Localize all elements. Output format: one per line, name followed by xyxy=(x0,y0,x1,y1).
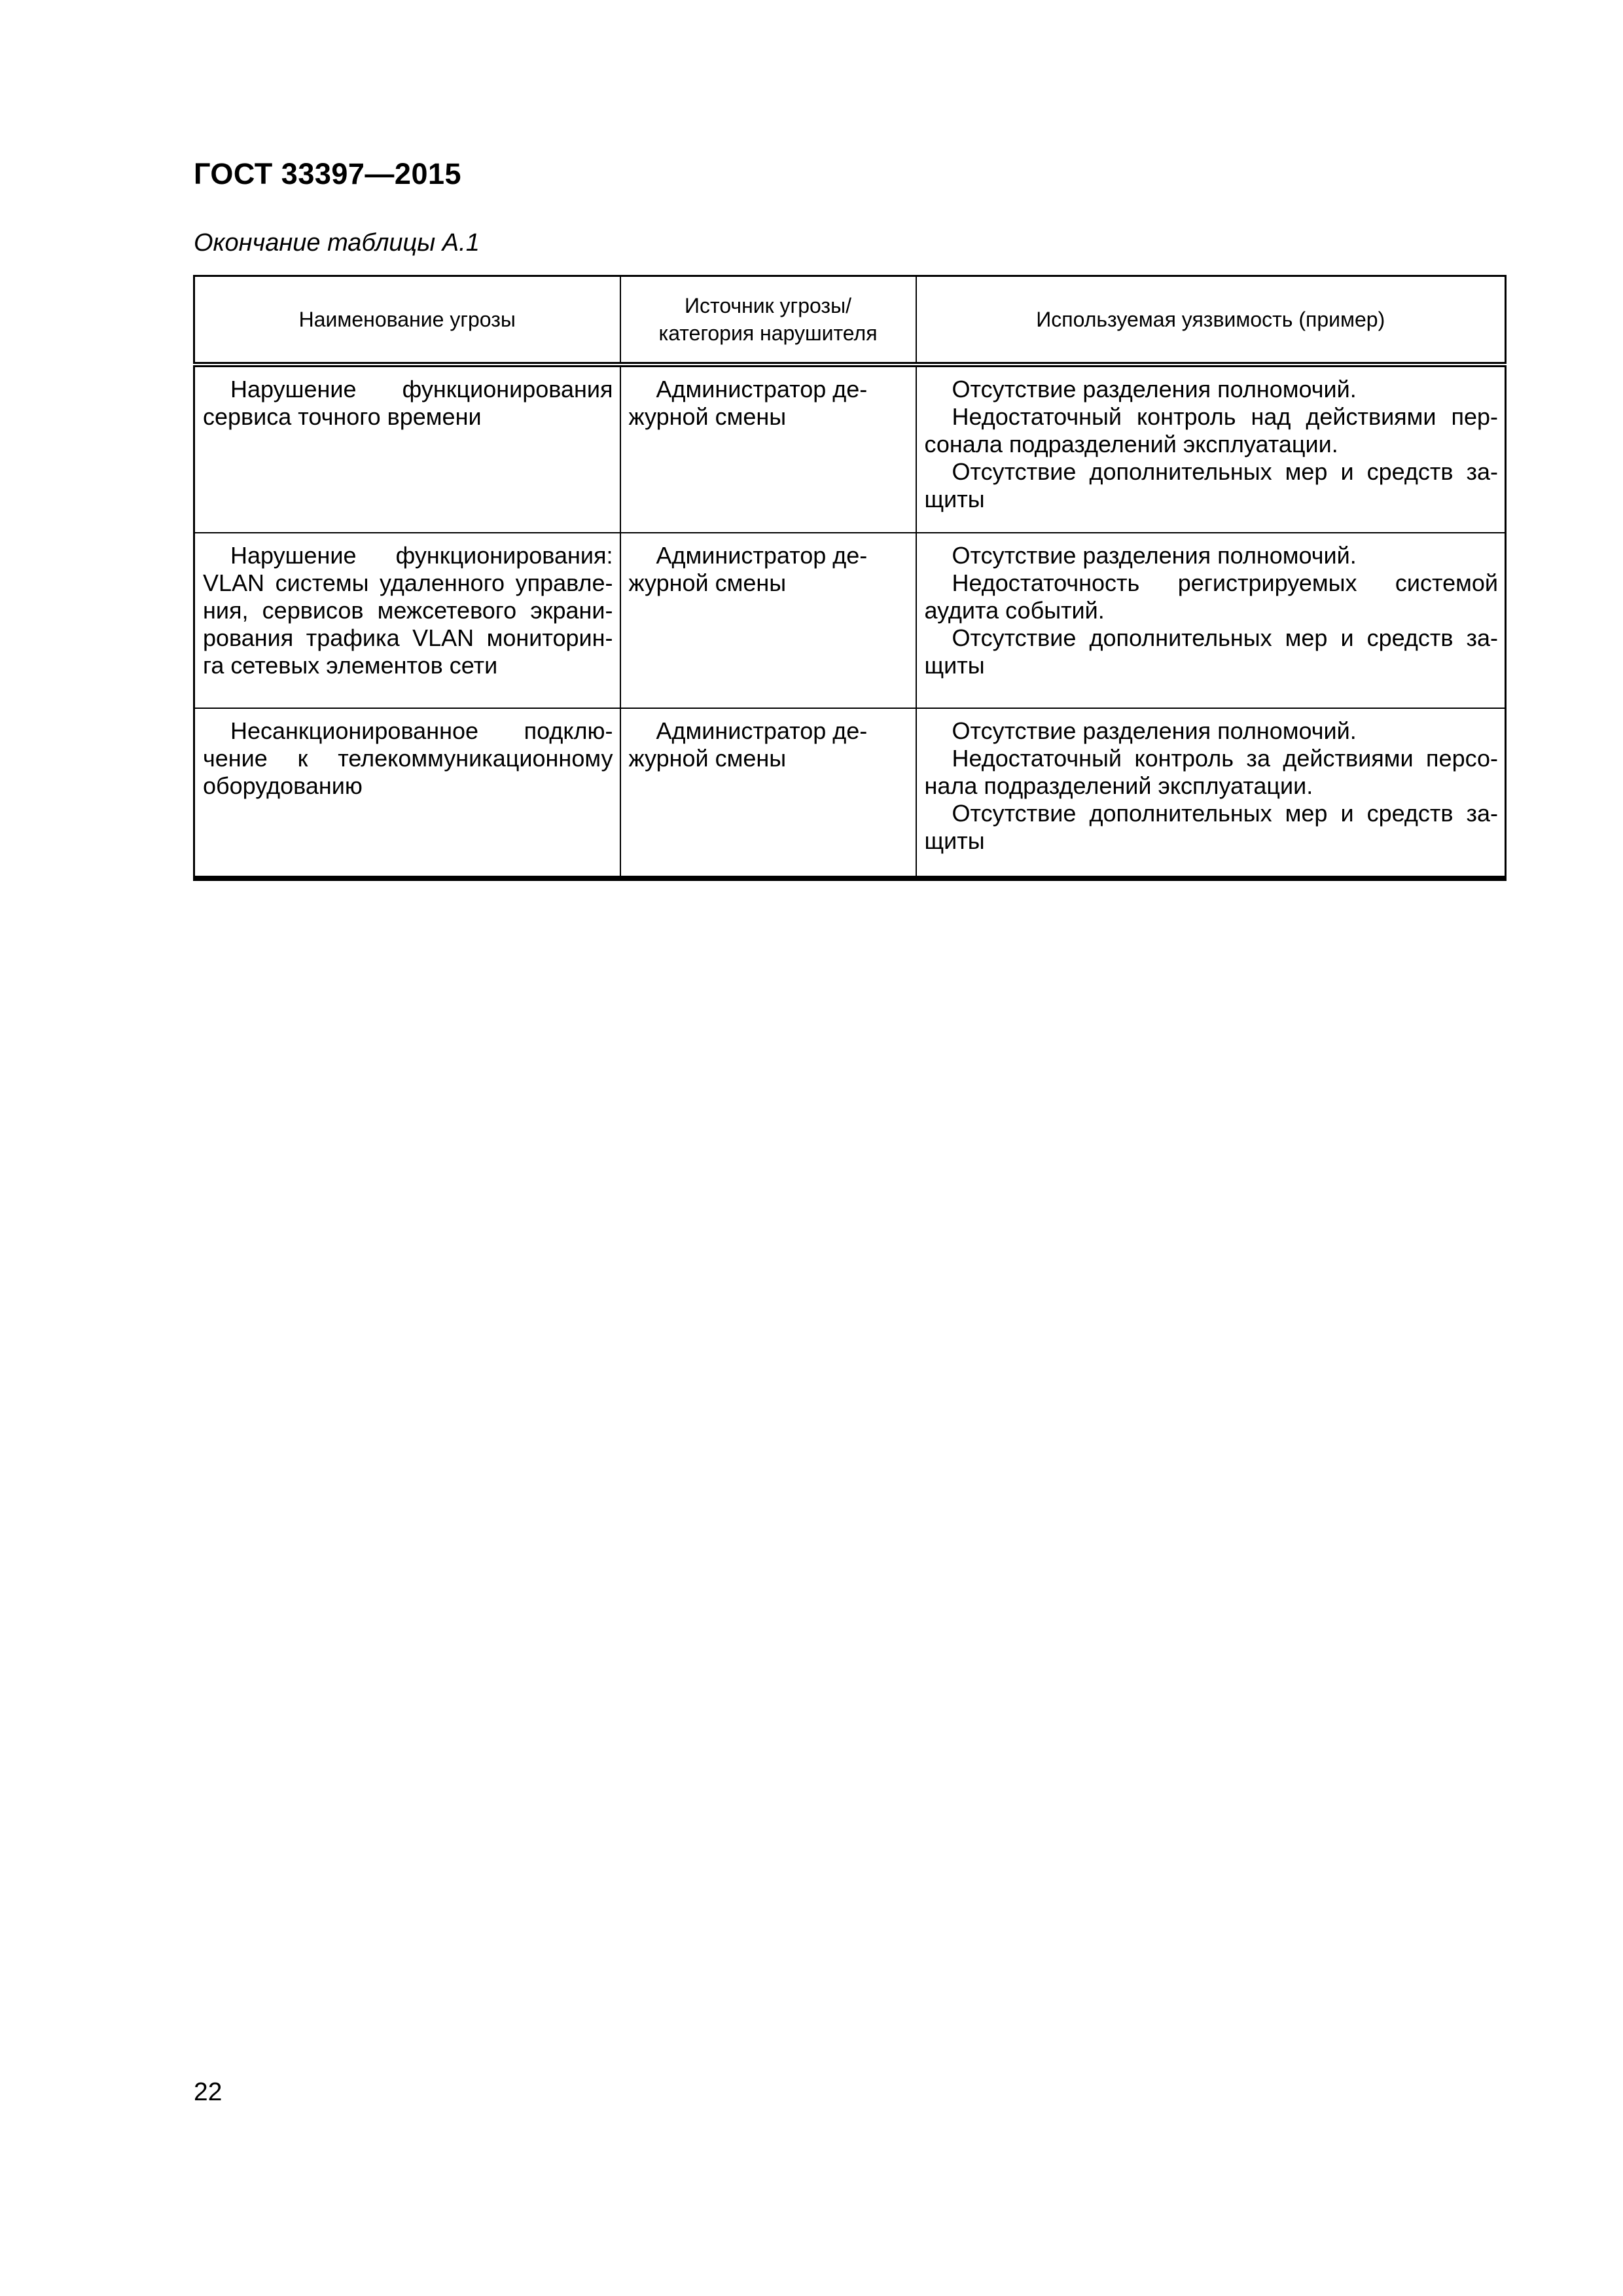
cell-threat-name xyxy=(194,533,620,708)
cell-vulnerability xyxy=(916,708,1506,878)
column-header-threat-name: Наименование угрозы xyxy=(194,276,620,365)
cell-threat-source xyxy=(620,533,916,708)
column-header-vulnerability: Используемая уязвимость (пример) xyxy=(916,276,1506,365)
cell-line: журной смены xyxy=(628,403,787,430)
cell-line: нала подразделений эксплуатации. xyxy=(924,772,1313,799)
doc-number-heading: ГОСТ 33397—2015 xyxy=(194,157,462,190)
page-number: 22 xyxy=(194,2078,223,2106)
table-caption: Окончание таблицы А.1 xyxy=(194,229,480,257)
cell-line: чение к телекоммуникационному xyxy=(203,745,613,772)
cell-line: Недостаточный контроль за действиями персо- xyxy=(952,745,1498,772)
cell-threat-name xyxy=(194,365,620,533)
cell-line: Недостаточность регистрируемых системой xyxy=(952,569,1498,596)
threats-table xyxy=(193,275,1507,881)
cell-line: Администратор де- xyxy=(656,717,868,744)
cell-line: Отсутствие дополнительных мер и средств за- xyxy=(952,800,1498,827)
cell-line: щиты xyxy=(924,486,985,512)
cell-line: VLAN системы удаленного управле- xyxy=(203,569,613,596)
table-row xyxy=(194,708,1506,878)
table-row xyxy=(194,365,1506,533)
table-row xyxy=(194,533,1506,708)
cell-line: журной смены xyxy=(628,569,787,596)
cell-line: сервиса точного времени xyxy=(203,403,482,430)
table-header xyxy=(194,276,1506,365)
cell-line: щиты xyxy=(924,827,985,854)
cell-line: аудита событий. xyxy=(924,597,1105,624)
cell-threat-source xyxy=(620,365,916,533)
cell-line: Отсутствие дополнительных мер и средств за- xyxy=(952,624,1498,651)
cell-vulnerability xyxy=(916,365,1506,533)
table-header-row xyxy=(194,276,1506,365)
cell-line: Недостаточный контроль над действиями пер- xyxy=(952,403,1498,430)
cell-line: Администратор де- xyxy=(656,376,868,403)
cell-threat-name xyxy=(194,708,620,878)
cell-line: га сетевых элементов сети xyxy=(203,652,498,679)
cell-line: Отсутствие разделения полномочий. xyxy=(952,376,1357,403)
cell-line: рования трафика VLAN мониторин- xyxy=(203,624,613,651)
cell-line: сонала подразделений эксплуатации. xyxy=(924,431,1338,457)
cell-line: ния, сервисов межсетевого экрани- xyxy=(203,597,613,624)
cell-threat-source xyxy=(620,708,916,878)
cell-line: Нарушение функционирования xyxy=(230,376,613,403)
cell-line: щиты xyxy=(924,652,985,679)
cell-line: Отсутствие разделения полномочий. xyxy=(952,542,1357,569)
cell-line: Отсутствие дополнительных мер и средств за- xyxy=(952,458,1498,485)
column-header-threat-source: Источник угрозы/категория нарушителя xyxy=(620,276,916,365)
cell-line: оборудованию xyxy=(203,772,363,799)
cell-vulnerability xyxy=(916,533,1506,708)
cell-line: Отсутствие разделения полномочий. xyxy=(952,717,1357,744)
cell-line: Несанкционированное подклю- xyxy=(230,717,613,744)
cell-line: журной смены xyxy=(628,745,787,772)
table-body xyxy=(194,365,1506,878)
cell-line: Администратор де- xyxy=(656,542,868,569)
cell-line: Нарушение функционирования: xyxy=(230,542,613,569)
